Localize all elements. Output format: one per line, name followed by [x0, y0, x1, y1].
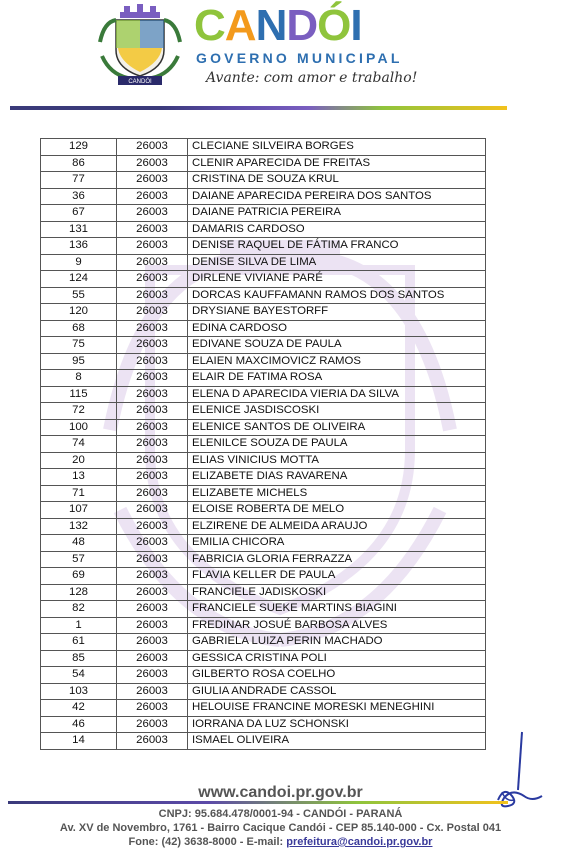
row-code-cell: 26003	[117, 403, 188, 420]
table-row	[41, 419, 486, 436]
row-number-cell: 86	[41, 155, 117, 172]
row-number-cell: 8	[41, 370, 117, 387]
row-name-cell: GESSICA CRISTINA POLI	[188, 650, 486, 667]
row-name-cell: ISMAEL OLIVEIRA	[188, 733, 486, 750]
row-code-cell: 26003	[117, 452, 188, 469]
table-row	[41, 403, 486, 420]
row-number-cell: 9	[41, 254, 117, 271]
footer-website[interactable]: www.candoi.pr.gov.br	[198, 784, 363, 801]
row-name-cell: DRYSIANE BAYESTORFF	[188, 304, 486, 321]
header-divider	[10, 106, 507, 110]
table-row	[41, 188, 486, 205]
row-name-cell: FABRICIA GLORIA FERRAZZA	[188, 551, 486, 568]
table-row	[41, 436, 486, 453]
row-code-cell: 26003	[117, 271, 188, 288]
row-code-cell: 26003	[117, 353, 188, 370]
row-name-cell: EDIVANE SOUZA DE PAULA	[188, 337, 486, 354]
table-row	[41, 304, 486, 321]
row-name-cell: HELOUISE FRANCINE MORESKI MENEGHINI	[188, 700, 486, 717]
row-name-cell: DAIANE PATRICIA PEREIRA	[188, 205, 486, 222]
brand-slogan: Avante: com amor e trabalho!	[206, 70, 418, 86]
row-code-cell: 26003	[117, 518, 188, 535]
table-row	[41, 221, 486, 238]
row-code-cell: 26003	[117, 254, 188, 271]
table-row	[41, 502, 486, 519]
row-code-cell: 26003	[117, 238, 188, 255]
row-code-cell: 26003	[117, 535, 188, 552]
row-number-cell: 103	[41, 683, 117, 700]
table-row	[41, 238, 486, 255]
table-row	[41, 353, 486, 370]
row-number-cell: 128	[41, 584, 117, 601]
row-number-cell: 124	[41, 271, 117, 288]
row-code-cell: 26003	[117, 551, 188, 568]
row-number-cell: 69	[41, 568, 117, 585]
row-code-cell: 26003	[117, 386, 188, 403]
table-row	[41, 469, 486, 486]
row-number-cell: 48	[41, 535, 117, 552]
row-name-cell: ELAIEN MAXCIMOVICZ RAMOS	[188, 353, 486, 370]
table-row	[41, 139, 486, 156]
row-name-cell: ELENILCE SOUZA DE PAULA	[188, 436, 486, 453]
footer-email-link[interactable]: prefeitura@candoi.pr.gov.br	[286, 836, 433, 848]
row-code-cell: 26003	[117, 716, 188, 733]
brand-name: CANDÓI	[194, 1, 362, 50]
row-name-cell: DAMARIS CARDOSO	[188, 221, 486, 238]
row-name-cell: ELENA D APARECIDA VIERIA DA SILVA	[188, 386, 486, 403]
row-name-cell: FLAVIA KELLER DE PAULA	[188, 568, 486, 585]
table-row	[41, 172, 486, 189]
row-code-cell: 26003	[117, 485, 188, 502]
row-name-cell: ELZIRENE DE ALMEIDA ARAUJO	[188, 518, 486, 535]
row-number-cell: 68	[41, 320, 117, 337]
table-row	[41, 601, 486, 618]
table-row	[41, 617, 486, 634]
table-row	[41, 683, 486, 700]
brand-subtitle: GOVERNO MUNICIPAL	[196, 50, 403, 66]
row-number-cell: 85	[41, 650, 117, 667]
row-number-cell: 100	[41, 419, 117, 436]
row-name-cell: DENISE SILVA DE LIMA	[188, 254, 486, 271]
row-code-cell: 26003	[117, 634, 188, 651]
row-number-cell: 1	[41, 617, 117, 634]
table-row	[41, 320, 486, 337]
row-name-cell: GABRIELA LUIZA PERIN MACHADO	[188, 634, 486, 651]
row-name-cell: CLENIR APARECIDA DE FREITAS	[188, 155, 486, 172]
row-name-cell: ELIZABETE MICHELS	[188, 485, 486, 502]
table-row	[41, 254, 486, 271]
row-number-cell: 77	[41, 172, 117, 189]
footer-contact	[0, 836, 561, 848]
table-row	[41, 700, 486, 717]
row-code-cell: 26003	[117, 172, 188, 189]
row-number-cell: 132	[41, 518, 117, 535]
row-number-cell: 42	[41, 700, 117, 717]
row-code-cell: 26003	[117, 667, 188, 684]
row-number-cell: 72	[41, 403, 117, 420]
row-code-cell: 26003	[117, 419, 188, 436]
table-row	[41, 650, 486, 667]
table-row	[41, 370, 486, 387]
table-row	[41, 634, 486, 651]
row-number-cell: 57	[41, 551, 117, 568]
row-name-cell: ELENICE SANTOS DE OLIVEIRA	[188, 419, 486, 436]
row-number-cell: 13	[41, 469, 117, 486]
table-row	[41, 568, 486, 585]
row-number-cell: 74	[41, 436, 117, 453]
row-name-cell: FRANCIELE SUEKE MARTINS BIAGINI	[188, 601, 486, 618]
row-code-cell: 26003	[117, 733, 188, 750]
row-number-cell: 107	[41, 502, 117, 519]
row-name-cell: ELIAS VINICIUS MOTTA	[188, 452, 486, 469]
table-row	[41, 551, 486, 568]
row-number-cell: 67	[41, 205, 117, 222]
row-code-cell: 26003	[117, 436, 188, 453]
row-code-cell: 26003	[117, 617, 188, 634]
row-name-cell: GILBERTO ROSA COELHO	[188, 667, 486, 684]
row-name-cell: FRANCIELE JADISKOSKI	[188, 584, 486, 601]
row-name-cell: ELAIR DE FATIMA ROSA	[188, 370, 486, 387]
table-row	[41, 337, 486, 354]
row-number-cell: 36	[41, 188, 117, 205]
table-row	[41, 518, 486, 535]
row-code-cell: 26003	[117, 502, 188, 519]
row-code-cell: 26003	[117, 601, 188, 618]
table-row	[41, 485, 486, 502]
municipal-crest-logo	[96, 2, 184, 88]
crest-label: CANDÓI	[128, 79, 152, 85]
row-number-cell: 95	[41, 353, 117, 370]
row-code-cell: 26003	[117, 287, 188, 304]
row-code-cell: 26003	[117, 205, 188, 222]
handwritten-signature	[488, 730, 548, 820]
row-code-cell: 26003	[117, 469, 188, 486]
row-code-cell: 26003	[117, 700, 188, 717]
table-row	[41, 205, 486, 222]
row-code-cell: 26003	[117, 304, 188, 321]
table-row	[41, 667, 486, 684]
row-number-cell: 14	[41, 733, 117, 750]
roster-table-body	[41, 139, 486, 750]
table-row	[41, 287, 486, 304]
row-name-cell: ELIZABETE DIAS RAVARENA	[188, 469, 486, 486]
row-name-cell: FREDINAR JOSUÉ BARBOSA ALVES	[188, 617, 486, 634]
table-row	[41, 386, 486, 403]
footer-divider	[8, 801, 508, 804]
row-code-cell: 26003	[117, 568, 188, 585]
row-code-cell: 26003	[117, 139, 188, 156]
row-code-cell: 26003	[117, 221, 188, 238]
row-name-cell: ELENICE JASDISCOSKI	[188, 403, 486, 420]
row-name-cell: DIRLENE VIVIANE PARÉ	[188, 271, 486, 288]
row-number-cell: 131	[41, 221, 117, 238]
footer-address: Av. XV de Novembro, 1761 - Bairro Cacique Candói - CEP 85.140-000 - Cx. Postal 041	[59, 822, 502, 834]
table-row	[41, 535, 486, 552]
row-code-cell: 26003	[117, 584, 188, 601]
row-code-cell: 26003	[117, 650, 188, 667]
row-number-cell: 75	[41, 337, 117, 354]
row-code-cell: 26003	[117, 320, 188, 337]
row-code-cell: 26003	[117, 337, 188, 354]
row-number-cell: 55	[41, 287, 117, 304]
row-name-cell: CLECIANE SILVEIRA BORGES	[188, 139, 486, 156]
row-name-cell: CRISTINA DE SOUZA KRUL	[188, 172, 486, 189]
row-code-cell: 26003	[117, 370, 188, 387]
row-name-cell: EMILIA CHICORA	[188, 535, 486, 552]
row-code-cell: 26003	[117, 155, 188, 172]
row-number-cell: 129	[41, 139, 117, 156]
row-number-cell: 115	[41, 386, 117, 403]
row-name-cell: DORCAS KAUFFAMANN RAMOS DOS SANTOS	[188, 287, 486, 304]
row-name-cell: DAIANE APARECIDA PEREIRA DOS SANTOS	[188, 188, 486, 205]
table-row	[41, 584, 486, 601]
row-number-cell: 71	[41, 485, 117, 502]
row-number-cell: 46	[41, 716, 117, 733]
footer-phone: Fone: (42) 3638-8000 - E-mail:	[128, 836, 287, 848]
footer-cnpj: CNPJ: 95.684.478/0001-94 - CANDÓI - PARANÁ	[158, 808, 403, 820]
row-number-cell: 20	[41, 452, 117, 469]
table-row	[41, 716, 486, 733]
row-name-cell: DENISE RAQUEL DE FÁTIMA FRANCO	[188, 238, 486, 255]
table-row	[41, 452, 486, 469]
row-name-cell: ELOISE ROBERTA DE MELO	[188, 502, 486, 519]
row-name-cell: EDINA CARDOSO	[188, 320, 486, 337]
row-code-cell: 26003	[117, 683, 188, 700]
table-row	[41, 155, 486, 172]
roster-table	[40, 138, 486, 750]
row-number-cell: 120	[41, 304, 117, 321]
row-number-cell: 54	[41, 667, 117, 684]
table-row	[41, 271, 486, 288]
row-name-cell: GIULIA ANDRADE CASSOL	[188, 683, 486, 700]
row-number-cell: 136	[41, 238, 117, 255]
row-number-cell: 82	[41, 601, 117, 618]
row-number-cell: 61	[41, 634, 117, 651]
table-row	[41, 733, 486, 750]
row-code-cell: 26003	[117, 188, 188, 205]
brand-logo	[194, 1, 418, 94]
row-name-cell: IORRANA DA LUZ SCHONSKI	[188, 716, 486, 733]
